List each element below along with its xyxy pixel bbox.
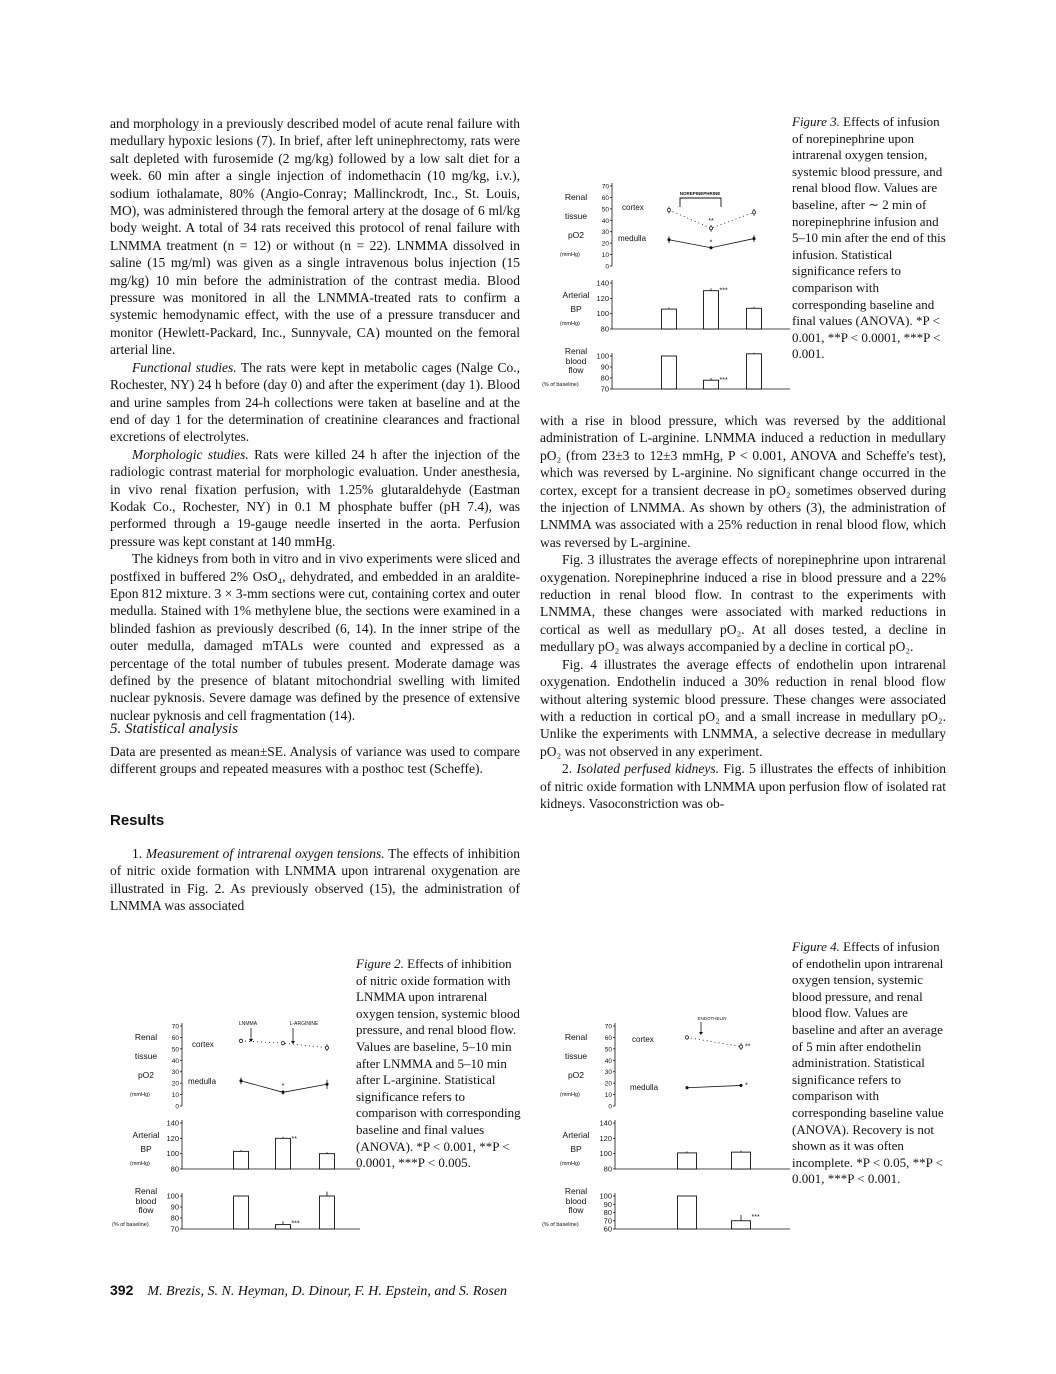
y-tick-label: 50 xyxy=(604,1046,612,1054)
y-tick-label: 80 xyxy=(170,1164,179,1174)
axis-label: Renal xyxy=(134,1032,158,1042)
page-footer xyxy=(110,1282,507,1300)
annotation-bracket xyxy=(680,198,721,207)
paragraph: Data are presented as mean±SE. Analysis of variance was used to compare different groups and repeated measures with a posthoc test (Scheffe). xyxy=(110,744,520,777)
axis-label: (mmHg) xyxy=(560,321,580,327)
data-point-medulla xyxy=(753,237,755,239)
bar xyxy=(747,308,762,329)
axis-label: (mmHg) xyxy=(560,1161,580,1167)
figure-3-caption xyxy=(792,114,948,363)
paragraph-body: Rats were killed 24 h after the injection of the radiologic contrast material for morphologic evaluation. Under anesthesia, in vivo renal fixation perfusion, with 1.25% glutaraldehyde (Eastman Kodak Co., Rochester, NY) in 0.1 M phosphate buffer (pH 7.4), was performed through a 19-gauge needle inserted in the aorta. Perfusion pressure was kept constant at 140 mmHg. xyxy=(110,446,521,549)
figure-2-caption xyxy=(356,956,522,1172)
paragraph: Fig. 4 illustrates the average effects of endothelin upon intrarenal oxygenation. Endothelin induced a 30% reduction in renal blood flow without altering systemic blood pressure. These changes were associated with a reduction in cortical pO₂ and a small increase in medullary pO₂. Unlike the experiments with LNMMA, a selective decrease in medullary pO₂ was not observed in any experiment. xyxy=(540,656,946,759)
y-tick-label: 90 xyxy=(600,362,609,372)
authors: M. Brezis, S. N. Heyman, D. Dinour, F. H. Epstein, and S. Rosen xyxy=(147,1284,508,1299)
results-heading: Results xyxy=(110,812,165,829)
axis-label: Renal xyxy=(564,346,588,356)
paragraph-lead: Measurement of intrarenal oxygen tensions. xyxy=(145,846,385,861)
axis-label: BP xyxy=(570,1144,582,1154)
axis-label: Arterial xyxy=(132,1130,160,1140)
y-tick-label: 70 xyxy=(603,1216,612,1226)
caption-text: Effects of inhibition of nitric oxide formation with LNMMA upon intrarenal oxygen tension, systemic blood pressure, and renal blood flow. Values are baseline, 5–10 min after LNMMA and 5–10 min after L-arginine. Statistical significance refers to comparison with corresponding baseline and final values (ANOVA). *P < 0.001, **P < 0.0001, ***P < 0.005. xyxy=(356,956,521,1171)
caption-text: Effects of infusion of endothelin upon intrarenal oxygen tension, systemic blood pressure, and renal blood flow. Values are baseline and after an average of 5 min after endothelin administration. Statistical significance refers to comparison with corresponding baseline value (ANOVA). Recovery is not shown as it was often incomplete. *P < 0.05, **P < 0.001, ***P < 0.001. xyxy=(792,939,944,1187)
data-point-medulla xyxy=(686,1087,688,1089)
paragraph-body: Fig. 5 illustrates the effects of inhibition of nitric oxide formation with LNMMA upon perfusion flow of isolated rat kidneys. Vasoconstriction was ob- xyxy=(540,761,946,811)
data-point-medulla xyxy=(282,1091,284,1093)
axis-label: (mmHg) xyxy=(130,1092,150,1098)
axis-label: flow xyxy=(568,365,584,375)
data-point-medulla xyxy=(668,239,670,241)
y-tick-label: 30 xyxy=(601,229,609,237)
paragraph: The kidneys from both in vitro and in vivo experiments were sliced and postfixed in buffered 2% OsO₄, dehydrated, and embedded in an araldite-Epon 812 mixture. 3 × 3-mm sections were cut, containing cortex and outer medulla. Stained with 1% methylene blue, the sections were examined in a blinded fashion as previously described (6, 14). In the inner stripe of the outer medulla, damaged mTALs were counted and expressed as a percentage of the total number of tubules present. Moderate damage was defined by the presence of blatant mitochondrial swelling with limited nuclear pyknosis. Severe damage was defined by the presence of extensive nuclear pyknosis and cell fragmentation (14). xyxy=(110,551,520,723)
paragraph: Fig. 3 illustrates the average effects of norepinephrine upon intrarenal oxygenation. Norepinephrine induced a rise in blood pressure and a 22% reduction in renal blood flow. In contrast to the experiments with LNMMA, these changes were associated with marked reductions in cortical as well as medullary pO₂. At all doses tested, a decline in medullary pO₂ was always accompanied by a decline in cortical pO₂. xyxy=(540,552,946,655)
axis-label: flow xyxy=(138,1205,154,1215)
axis-label: tissue xyxy=(564,1051,588,1061)
y-tick-label: 140 xyxy=(596,278,609,288)
bar xyxy=(732,1221,751,1229)
y-tick-label: 90 xyxy=(170,1202,179,1212)
bar xyxy=(276,1225,291,1229)
axis-label: Renal xyxy=(564,192,588,202)
y-tick-label: 0 xyxy=(608,1103,612,1111)
paragraph-number: 2. xyxy=(562,761,577,777)
y-tick-label: 120 xyxy=(166,1133,179,1143)
bar xyxy=(678,1196,697,1229)
y-tick-label: 100 xyxy=(596,351,609,361)
data-point-cortex xyxy=(281,1042,284,1045)
y-tick-label: 80 xyxy=(600,324,609,334)
annotation-label: ENDOTHELIN xyxy=(697,1016,727,1021)
y-tick-label: 20 xyxy=(604,1080,612,1088)
axis-label: (mmHg) xyxy=(560,252,580,258)
y-tick-label: 50 xyxy=(171,1046,179,1054)
axis-label: BP xyxy=(140,1144,152,1154)
series-label-medulla: medulla xyxy=(618,234,647,243)
axis-label: BP xyxy=(570,304,582,314)
arrow-head-icon xyxy=(699,1032,703,1035)
significance-label: *** xyxy=(291,1220,300,1228)
y-tick-label: 20 xyxy=(601,240,609,248)
significance-label: * xyxy=(709,239,713,247)
annotation-label: LNMMA xyxy=(238,1021,258,1027)
y-tick-label: 40 xyxy=(604,1057,612,1065)
data-point-cortex xyxy=(239,1039,242,1042)
significance-label: * xyxy=(281,1083,285,1090)
caption-label: Figure 4. xyxy=(792,939,840,954)
y-tick-label: 70 xyxy=(170,1224,179,1234)
significance-label: ** xyxy=(291,1135,297,1143)
data-point-cortex xyxy=(685,1036,688,1039)
data-point-medulla xyxy=(710,247,712,249)
y-tick-label: 60 xyxy=(601,194,609,202)
figure-2-chart xyxy=(110,1010,360,1240)
axis-label: blood xyxy=(135,1196,157,1206)
bar xyxy=(234,1196,249,1229)
axis-label: blood xyxy=(565,356,587,366)
series-line-cortex xyxy=(687,1037,741,1046)
y-tick-label: 10 xyxy=(604,1092,612,1100)
paragraph-lead: Isolated perfused kidneys. xyxy=(576,761,719,777)
axis-label: blood xyxy=(565,1196,587,1206)
y-tick-label: 100 xyxy=(599,1149,612,1159)
y-tick-label: 50 xyxy=(601,206,609,214)
y-tick-label: 60 xyxy=(603,1224,612,1234)
axis-label: pO2 xyxy=(567,1070,585,1080)
data-point-cortex xyxy=(752,211,755,214)
axis-label: Renal xyxy=(564,1032,588,1042)
paragraph-results xyxy=(110,845,520,915)
paragraph-number: 1. xyxy=(132,846,146,861)
bar xyxy=(234,1151,249,1169)
y-tick-label: 120 xyxy=(599,1133,612,1143)
y-tick-label: 100 xyxy=(166,1191,179,1201)
y-tick-label: 120 xyxy=(596,293,609,303)
series-label-cortex: cortex xyxy=(192,1040,214,1049)
y-tick-label: 80 xyxy=(170,1213,179,1223)
data-point-cortex xyxy=(667,208,670,211)
paragraph: with a rise in blood pressure, which was reversed by the additional administration of L-arginine. LNMMA induced a reduction in medullary pO₂ (from 23±3 to 12±3 mmHg, P < 0.001, ANOVA and Scheffe's test), which was reversed by L-arginine. No significant change occurred in the cortex, except for a transient decrease in pO₂ sometimes observed during the injection of LNMMA. As shown by others (3), the administration of LNMMA was associated with a 25% reduction in renal blood flow, which was reversed by L-arginine. xyxy=(540,413,946,550)
series-label-cortex: cortex xyxy=(632,1035,654,1044)
axis-label: Renal xyxy=(564,1186,588,1196)
axis-label: Arterial xyxy=(562,290,590,300)
axis-label: (% of baseline) xyxy=(542,382,579,388)
paragraph-functional-studies xyxy=(110,359,520,446)
axis-label: (% of baseline) xyxy=(112,1222,149,1228)
significance-label: *** xyxy=(751,1213,760,1221)
figure-4-caption xyxy=(792,939,952,1188)
bar xyxy=(704,291,719,329)
y-tick-label: 70 xyxy=(604,1023,612,1031)
y-tick-label: 10 xyxy=(601,252,609,260)
y-tick-label: 40 xyxy=(601,217,609,225)
data-point-medulla xyxy=(326,1083,328,1085)
caption-label: Figure 2. xyxy=(356,956,404,971)
bar xyxy=(747,354,762,389)
paragraph-body: The rats were kept in metabolic cages (Nalge Co., Rochester, NY) 24 h before (day 0) and after the experiment (day 1). Blood and urine samples from 24-h collections were taken at baseline and at the end of day 1 for the determination of creatinine clearances and fractional excretions of electrolytes. xyxy=(110,359,520,445)
y-tick-label: 100 xyxy=(599,1191,612,1201)
y-tick-label: 140 xyxy=(599,1118,612,1128)
y-tick-label: 30 xyxy=(604,1069,612,1077)
bar xyxy=(662,309,677,329)
significance-label: ** xyxy=(745,1043,751,1051)
bar xyxy=(704,380,719,389)
significance-label: * xyxy=(745,1082,748,1090)
bar xyxy=(320,1154,335,1169)
bar xyxy=(732,1152,751,1169)
y-tick-label: 0 xyxy=(605,263,609,271)
y-tick-label: 20 xyxy=(171,1080,179,1088)
data-point-cortex xyxy=(739,1045,742,1048)
y-tick-label: 70 xyxy=(600,384,609,394)
y-tick-label: 10 xyxy=(171,1092,179,1100)
bar xyxy=(662,356,677,389)
caption-text: Effects of infusion of norepinephrine upon intrarenal oxygen tension, systemic blood pressure, and renal blood flow. Values are baseline, after ∼ 2 min of norepinephrine infusion and 5–10 min after the end of this infusion. Statistical significance refers to comparison with corresponding baseline and final values (ANOVA). *P < 0.001, **P < 0.0001, ***P < 0.001. xyxy=(792,114,946,362)
axis-label: tissue xyxy=(134,1051,158,1061)
series-label-medulla: medulla xyxy=(188,1077,217,1086)
data-point-cortex xyxy=(325,1046,328,1049)
axis-label: Renal xyxy=(134,1186,158,1196)
data-point-medulla xyxy=(740,1084,742,1086)
axis-label: Arterial xyxy=(562,1130,590,1140)
bar xyxy=(276,1138,291,1169)
figure-4-chart xyxy=(540,1010,790,1240)
page-number: 392 xyxy=(110,1282,134,1298)
paragraph-lead: Morphologic studies. xyxy=(132,446,249,462)
significance-label: ** xyxy=(708,217,714,225)
paragraph: and morphology in a previously described model of acute renal failure with medullary hypoxic lesions (7). In brief, after left uninephrectomy, rats were salt depleted with furosemide (2 mg/kg) followed by a low salt diet for a week. 60 min after a single injection of indomethacin (10 mg/kg, i.v.), sodium iothalamate, 80% (Angio-Conray; Mallinckrodt, Inc., St. Louis, MO), was administered through the femoral artery at the dosage of 6 ml/kg body weight. A total of 34 rats received this protocol of renal failure with LNMMA treatment (n = 12) or without (n = 22). LNMMA dissolved in saline (15 mg/ml) was given as a single intravenous bolus injection (15 mg/kg) 10 min before the administration of the contrast media. Blood pressure was monitored in all the LNMMA-treated rats to confirm a systemic hemodynamic effect, with the use of a pressure transducer and monitor (Hewlett-Packard, Inc., Sunnyvale, CA) mounted on the femoral arterial line. xyxy=(110,116,520,358)
data-point-cortex xyxy=(709,227,712,230)
y-tick-label: 80 xyxy=(600,373,609,383)
arrow-head-icon xyxy=(291,1041,295,1044)
section-heading: 5. Statistical analysis xyxy=(110,721,238,737)
axis-label: flow xyxy=(568,1205,584,1215)
y-tick-label: 90 xyxy=(603,1199,612,1209)
y-tick-label: 140 xyxy=(166,1118,179,1128)
series-label-medulla: medulla xyxy=(630,1083,659,1092)
axis-label: (mmHg) xyxy=(130,1161,150,1167)
y-tick-label: 100 xyxy=(166,1149,179,1159)
left-column-methods xyxy=(110,115,520,724)
y-tick-label: 30 xyxy=(171,1069,179,1077)
figure-3-chart xyxy=(540,170,790,400)
annotation-label: L-ARGININE xyxy=(289,1021,319,1027)
y-tick-label: 70 xyxy=(601,183,609,191)
caption-label: Figure 3. xyxy=(792,114,840,129)
paragraph-morphologic-studies xyxy=(110,446,520,550)
paragraph-body: The effects of inhibition of nitric oxide formation with LNMMA upon intrarenal oxygenation are illustrated in Fig. 2. As previously observed (15), the administration of LNMMA was associated xyxy=(110,846,520,914)
bar xyxy=(320,1196,335,1229)
y-tick-label: 80 xyxy=(603,1164,612,1174)
y-tick-label: 40 xyxy=(171,1057,179,1065)
axis-label: (% of baseline) xyxy=(542,1222,579,1228)
data-point-medulla xyxy=(240,1080,242,1082)
y-tick-label: 60 xyxy=(604,1034,612,1042)
y-tick-label: 60 xyxy=(171,1034,179,1042)
y-tick-label: 70 xyxy=(171,1023,179,1031)
significance-label: *** xyxy=(719,287,728,295)
axis-label: (mmHg) xyxy=(560,1092,580,1098)
right-column-results xyxy=(540,412,946,812)
y-tick-label: 0 xyxy=(175,1103,179,1111)
significance-label: *** xyxy=(719,377,728,384)
annotation-label: NOREPINEPHRINE xyxy=(679,191,721,196)
bar xyxy=(678,1153,697,1169)
series-line-medulla xyxy=(687,1085,741,1087)
paragraph-lead: Functional studies. xyxy=(132,359,237,375)
y-tick-label: 80 xyxy=(603,1208,612,1217)
series-label-cortex: cortex xyxy=(622,203,644,212)
axis-label: pO2 xyxy=(137,1070,155,1080)
axis-label: tissue xyxy=(564,211,588,221)
y-tick-label: 100 xyxy=(596,309,609,319)
axis-label: pO2 xyxy=(567,230,585,240)
